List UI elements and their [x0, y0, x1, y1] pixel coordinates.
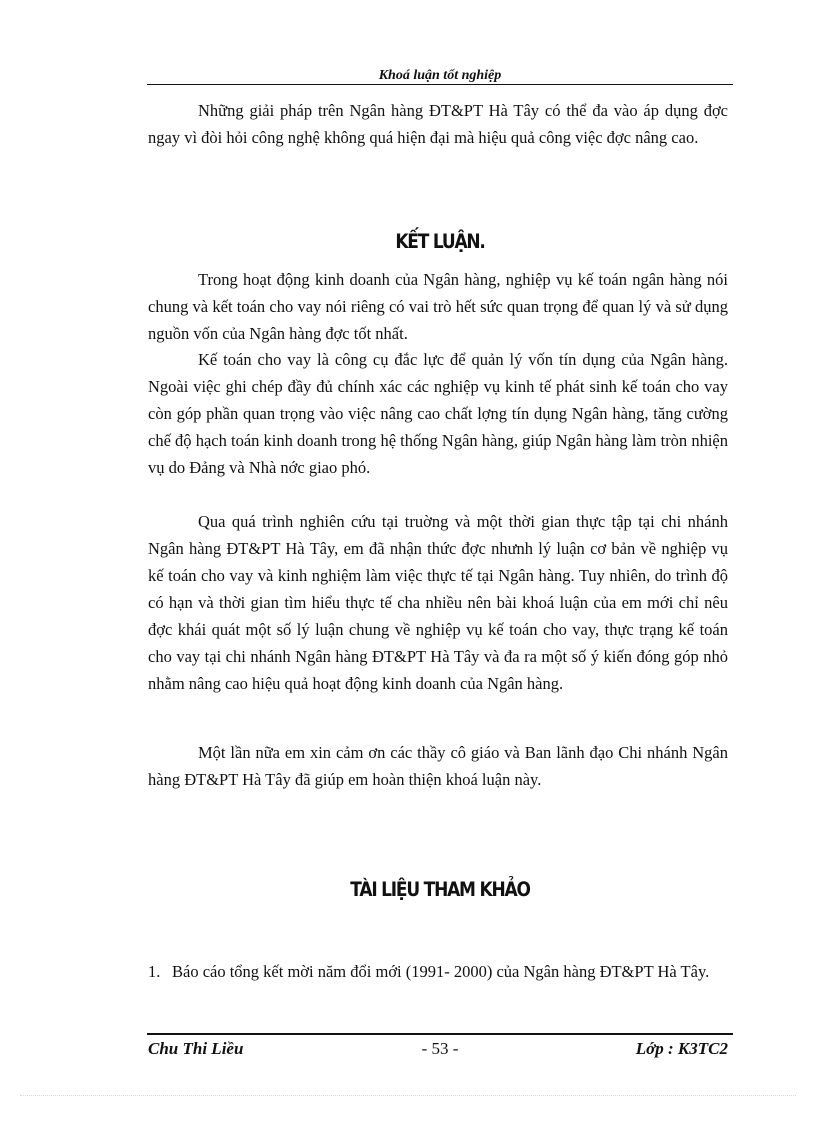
footer-rule	[147, 1033, 733, 1035]
footer-page-number: - 53 -	[421, 1039, 459, 1058]
running-header-title: Khoá luận tốt nghiệp	[378, 68, 502, 83]
conclusion-paragraph-1: Trong hoạt động kinh doanh của Ngân hàng, nghiệp vụ kế toán ngân hàng nói chung và kết toán cho vay nói riêng có vai trò hết sức quan trọng để quan lý và sử dụng nguồn vốn của Ngân hàng đợc tốt nhất.	[148, 270, 728, 343]
conclusion-paragraph-3: Qua quá trình nghiên cứu tại truờng và một thời gian thực tập tại chi nhánh Ngân hàng ĐT&PT Hà Tây, em đã nhận thức đợc nhưnh lý luận cơ bản về nghiệp vụ kế toán cho vay và kinh nghiệm làm việc thực tế tại Ngân hàng. Tuy nhiên, do trình độ có hạn và thời gian tìm hiểu thực tế cha nhiều nên bài khoá luận của em mới chỉ nêu đợc khái quát một số lý luận chung về nghiệp vụ kế toán cho vay, thực trạng kế toán cho vay tại chi nhánh Ngân hàng ĐT&PT Hà Tây và đa ra một số ý kiến đóng góp nhỏ nhằm nâng cao hiệu quả hoạt động kinh doanh của Ngân hàng.	[148, 512, 728, 693]
intro-paragraph: Những giải pháp trên Ngân hàng ĐT&PT Hà Tây có thể đa vào áp dụng đợc ngay vì đòi hỏi công nghệ không quá hiện đại mà hiệu quả công việc đợc nâng cao.	[148, 101, 728, 147]
reference-number: 1.	[148, 962, 161, 981]
footer-class: Lớp : K3TC2	[635, 1039, 728, 1058]
page-edge-divider	[20, 1095, 796, 1096]
reference-text: Báo cáo tổng kết mời năm đổi mới (1991- 2000) của Ngân hàng ĐT&PT Hà Tây.	[172, 962, 710, 981]
reference-item	[148, 958, 728, 985]
conclusion-heading: KẾT LUẬN.	[395, 230, 485, 254]
conclusion-paragraph-2: Kế toán cho vay là công cụ đắc lực để quản lý vốn tín dụng của Ngân hàng. Ngoài việc ghi chép đầy đủ chính xác các nghiệp vụ kinh tế phát sinh kế toán cho vay còn góp phần quan trọng vào việc nâng cao chất lợng tín dụng Ngân hàng, tăng cường chế độ hạch toán kinh doanh trong hệ thống Ngân hàng, giúp Ngân hàng làm tròn nhiện vụ do Đảng và Nhà nớc giao phó.	[148, 350, 728, 477]
footer-author: Chu Thi Liều	[148, 1039, 244, 1058]
header-rule	[147, 84, 733, 85]
references-heading: TÀI LIỆU THAM KHẢO	[350, 878, 530, 902]
conclusion-paragraph-4: Một lần nữa em xin cảm ơn các thầy cô giáo và Ban lãnh đạo Chi nhánh Ngân hàng ĐT&PT Hà Tây đã giúp em hoàn thiện khoá luận này.	[148, 743, 728, 789]
